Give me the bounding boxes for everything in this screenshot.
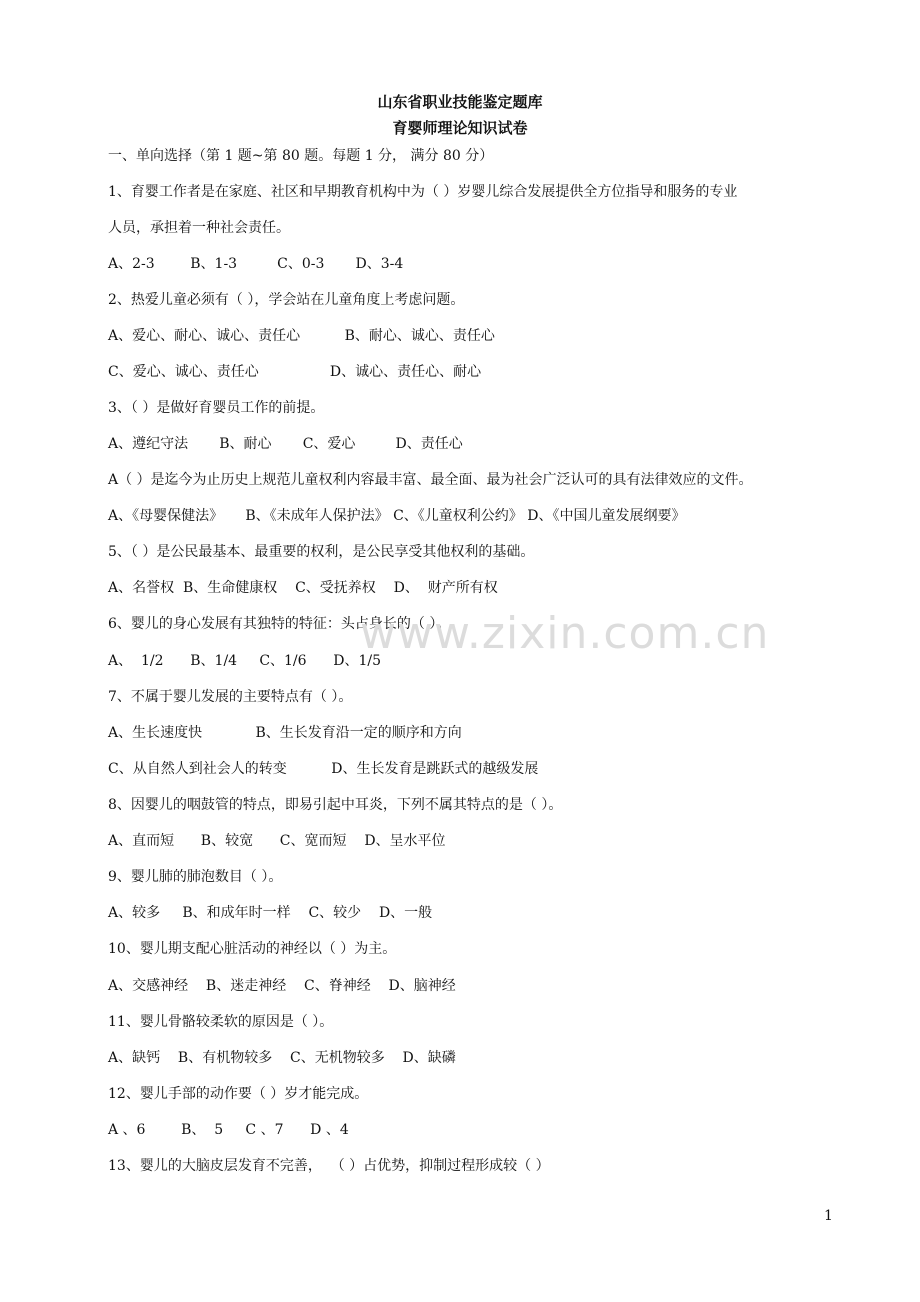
question-7: 7、不属于婴儿发展的主要特点有（ ）。 (108, 689, 353, 705)
question-12: 12、婴儿手部的动作要（ ）岁才能完成。 (108, 1086, 369, 1102)
question-8-options: A、直而短 B、较宽 C、宽而短 D、呈水平位 (108, 833, 446, 849)
question-13: 13、婴儿的大脑皮层发育不完善， （ ）占优势，抑制过程形成较（ ） (108, 1158, 550, 1174)
question-10: 10、婴儿期支配心脏活动的神经以（ ）为主。 (108, 941, 397, 957)
document-subtitle: 育婴师理论知识试卷 (392, 119, 528, 137)
section-heading: 一、单向选择（第 1 题~第 80 题。每题 1 分， 满分 80 分） (108, 148, 494, 164)
question-7-options-cd: C、从自然人到社会人的转变 D、生长发育是跳跃式的越级发展 (108, 761, 539, 777)
watermark: www.zixin.com.cn (360, 608, 770, 659)
question-11: 11、婴儿骨骼较柔软的原因是（ ）。 (108, 1014, 334, 1030)
question-1-continued: 人员，承担着一种社会责任。 (108, 220, 290, 236)
question-6: 6、婴儿的身心发展有其独特的特征：头占身长的（ ）。 (108, 616, 451, 632)
question-9-options: A、较多 B、和成年时一样 C、较少 D、一般 (108, 905, 433, 921)
question-9: 9、婴儿肺的肺泡数目（ ）。 (108, 869, 283, 885)
question-10-options: A、交感神经 B、迷走神经 C、脊神经 D、脑神经 (108, 978, 456, 994)
question-11-options: A、缺钙 B、有机物较多 C、无机物较多 D、缺磷 (108, 1050, 456, 1066)
question-1: 1、育婴工作者是在家庭、社区和早期教育机构中为（ ）岁婴儿综合发展提供全方位指导和服务的专业 (108, 184, 738, 200)
question-4: A（ ）是迄今为止历史上规范儿童权利内容最丰富、最全面、最为社会广泛认可的具有法律效应的文件。 (108, 472, 753, 488)
question-12-options: A 、6 B、 5 C 、7 D 、4 (108, 1122, 349, 1138)
question-2-options-cd: C、爱心、诚心、责任心 D、诚心、责任心、耐心 (108, 364, 482, 380)
question-2-options-ab: A、爱心、耐心、诚心、责任心 B、耐心、诚心、责任心 (108, 328, 495, 344)
document-title: 山东省职业技能鉴定题库 (377, 93, 543, 111)
question-6-options: A、 1/2 B、1/4 C、1/6 D、1/5 (108, 653, 382, 669)
question-3-options: A、遵纪守法 B、耐心 C、爱心 D、责任心 (108, 436, 463, 452)
question-4-options: A、《母婴保健法》 B、《未成年人保护法》 C、《儿童权利公约》 D、《中国儿童发展纲要》 (108, 508, 686, 524)
page-number: 1 (824, 1208, 833, 1224)
question-2: 2、热爱儿童必须有（ ），学会站在儿童角度上考虑问题。 (108, 292, 465, 308)
question-8: 8、因婴儿的咽鼓管的特点，即易引起中耳炎，下列不属其特点的是（ ）。 (108, 797, 563, 813)
question-3: 3、（ ）是做好育婴员工作的前提。 (108, 400, 325, 416)
question-7-options-ab: A、生长速度快 B、生长发育沿一定的顺序和方向 (108, 725, 462, 741)
question-5-options: A、名誉权 B、生命健康权 C、受抚养权 D、 财产所有权 (108, 580, 498, 596)
question-5: 5、（ ）是公民最基本、最重要的权利，是公民享受其他权利的基础。 (108, 544, 535, 560)
question-1-options: A、2-3 B、1-3 C、0-3 D、3-4 (108, 256, 404, 272)
